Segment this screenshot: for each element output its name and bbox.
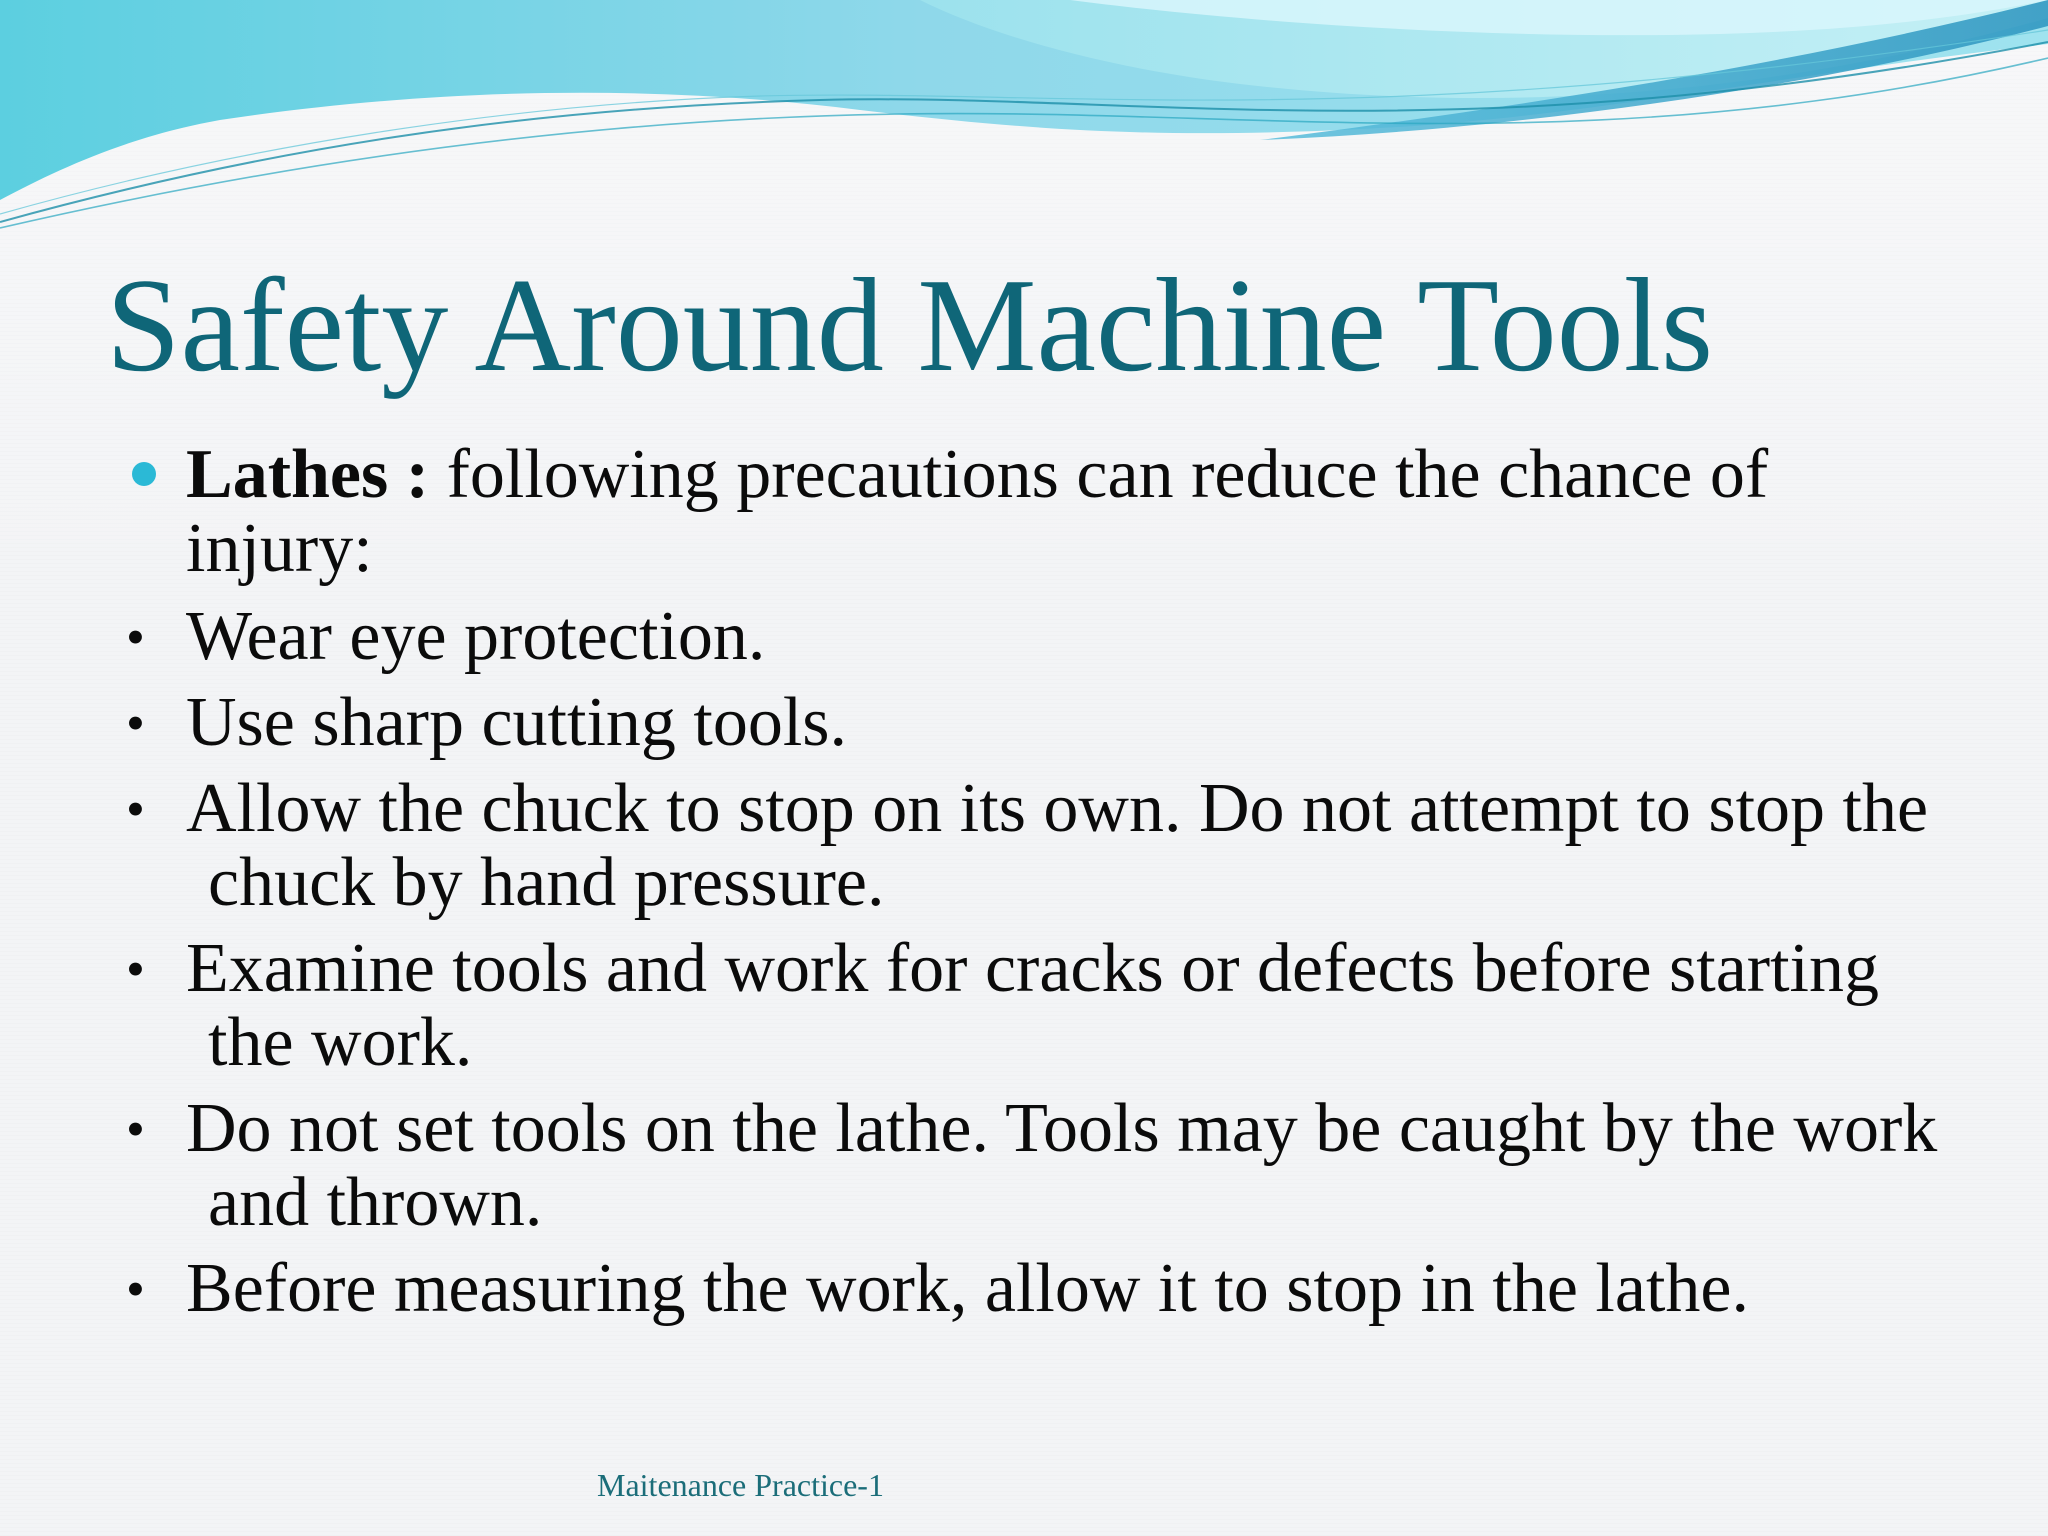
bullet-marker: • [126, 939, 145, 999]
header-wave-decoration [0, 0, 2048, 240]
bullet-item [120, 772, 1950, 920]
bullet-text: Use sharp cutting tools. [186, 684, 848, 761]
bullet-text: Wear eye protection. [186, 598, 766, 675]
bullet-text: Do not set tools on the lathe. Tools may be caught by the work and thrown. [186, 1090, 1938, 1241]
bullet-item [120, 1252, 1950, 1326]
bullet-marker: • [126, 779, 145, 839]
bullet-text: Before measuring the work, allow it to stop in the lathe. [186, 1250, 1749, 1327]
intro-label: Lathes : [186, 436, 430, 513]
slide-content [120, 438, 1950, 1338]
intro-paragraph [120, 438, 1950, 586]
slide-footer: Maitenance Practice-1 [597, 1467, 884, 1503]
bullet-marker: • [126, 693, 145, 753]
bullet-marker: • [126, 1259, 145, 1319]
bullet-dot-icon [132, 462, 156, 486]
bullet-marker: • [126, 1099, 145, 1159]
intro-text: following precautions can reduce the chance of injury: [186, 436, 1769, 587]
bullet-item [120, 600, 1950, 674]
bullet-item [120, 932, 1950, 1080]
bullet-text: Allow the chuck to stop on its own. Do not attempt to stop the chuck by hand pressure. [186, 770, 1929, 921]
bullet-item [120, 1092, 1950, 1240]
bullet-marker: • [126, 607, 145, 667]
bullet-text: Examine tools and work for cracks or defects before starting the work. [186, 930, 1879, 1081]
bullet-item [120, 686, 1950, 760]
slide-title: Safety Around Machine Tools [106, 251, 1714, 399]
